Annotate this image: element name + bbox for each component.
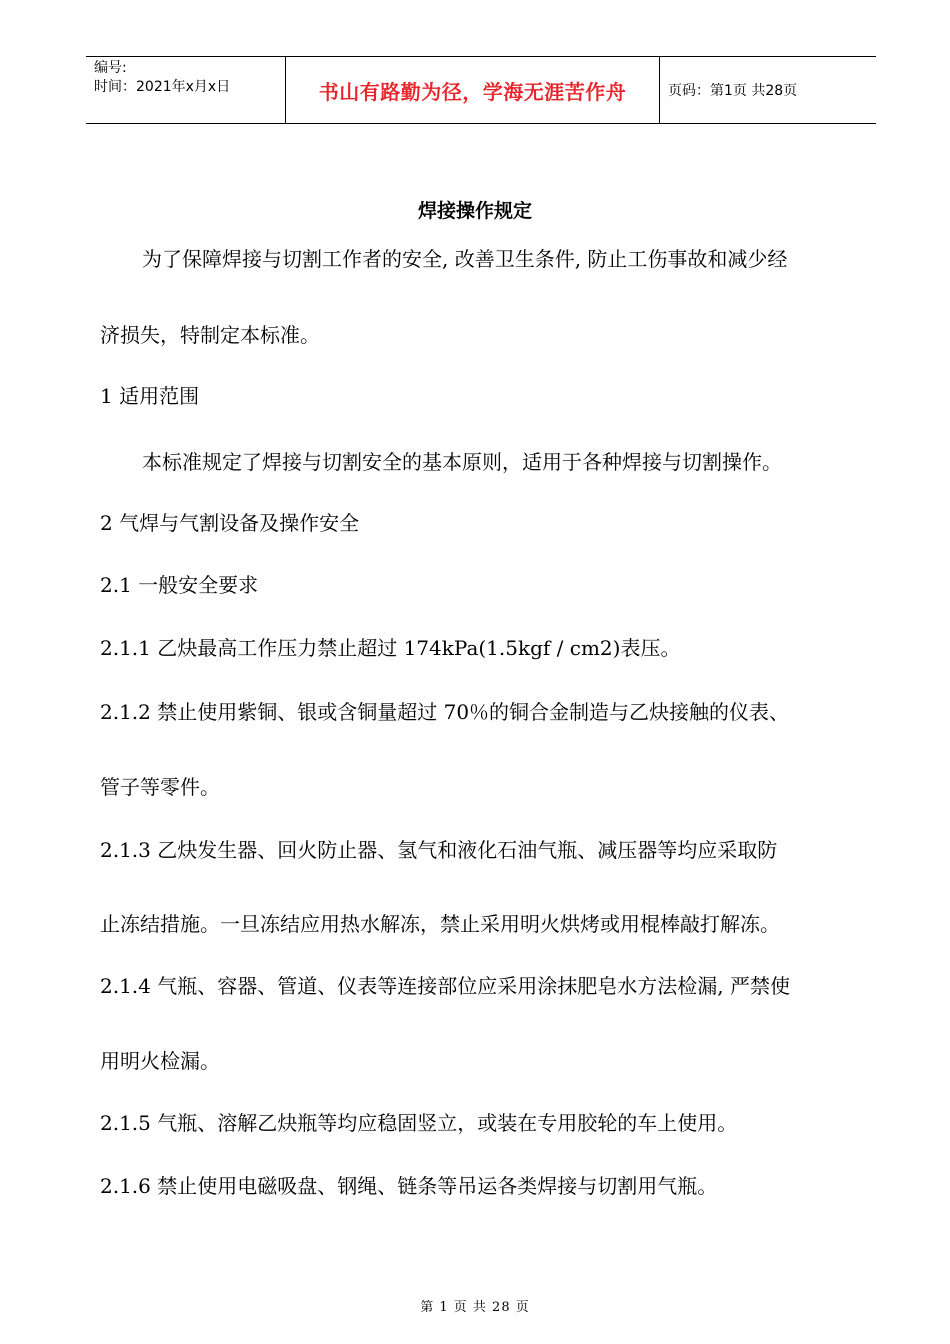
- section-heading: 2 气焊与气割设备及操作安全: [100, 511, 360, 535]
- clause-line: 2.1.1 乙炔最高工作压力禁止超过 174kPa(1.5kgf / cm2)表压。: [100, 636, 681, 660]
- page-footer: 第 1 页 共 28 页: [420, 1300, 530, 1315]
- clause-line: 2.1.4 气瓶、容器、管道、仪表等连接部位应采用涂抹肥皂水方法检漏, 严禁使: [100, 974, 790, 998]
- clause-line: 管子等零件。: [100, 775, 220, 799]
- clause-line: 2.1.2 禁止使用紫铜、银或含铜量超过 70％的铜合金制造与乙炔接触的仪表、: [100, 700, 790, 724]
- time-label: 时间：2021年x月x日: [94, 79, 231, 95]
- clause-line: 用明火检漏。: [100, 1049, 220, 1073]
- paragraph-line: 本标准规定了焊接与切割安全的基本原则，适用于各种焊接与切割操作。: [142, 450, 782, 474]
- header-page-info: 页码：第1页 共28页: [668, 83, 798, 99]
- header-motto: 书山有路勤为径，学海无涯苦作舟: [286, 57, 660, 123]
- clause-line: 2.1.6 禁止使用电磁吸盘、钢绳、链条等吊运各类焊接与切割用气瓶。: [100, 1174, 718, 1198]
- section-heading: 1 适用范围: [100, 384, 200, 408]
- paragraph-line: 济损失，特制定本标准。: [100, 323, 320, 347]
- clause-line: 止冻结措施。一旦冻结应用热水解冻，禁止采用明火烘烤或用棍棒敲打解冻。: [100, 912, 780, 936]
- subsection-heading: 2.1 一般安全要求: [100, 573, 259, 597]
- document-title: 焊接操作规定: [417, 200, 532, 222]
- clause-line: 2.1.3 乙炔发生器、回火防止器、氢气和液化石油气瓶、减压器等均应采取防: [100, 838, 778, 862]
- paragraph-line: 为了保障焊接与切割工作者的安全, 改善卫生条件, 防止工伤事故和减少经: [142, 247, 788, 271]
- clause-line: 2.1.5 气瓶、溶解乙炔瓶等均应稳固竖立，或装在专用胶轮的车上使用。: [100, 1111, 738, 1135]
- document-header: [86, 56, 876, 124]
- header-meta: [86, 57, 286, 123]
- serial-label: 编号:: [94, 60, 127, 76]
